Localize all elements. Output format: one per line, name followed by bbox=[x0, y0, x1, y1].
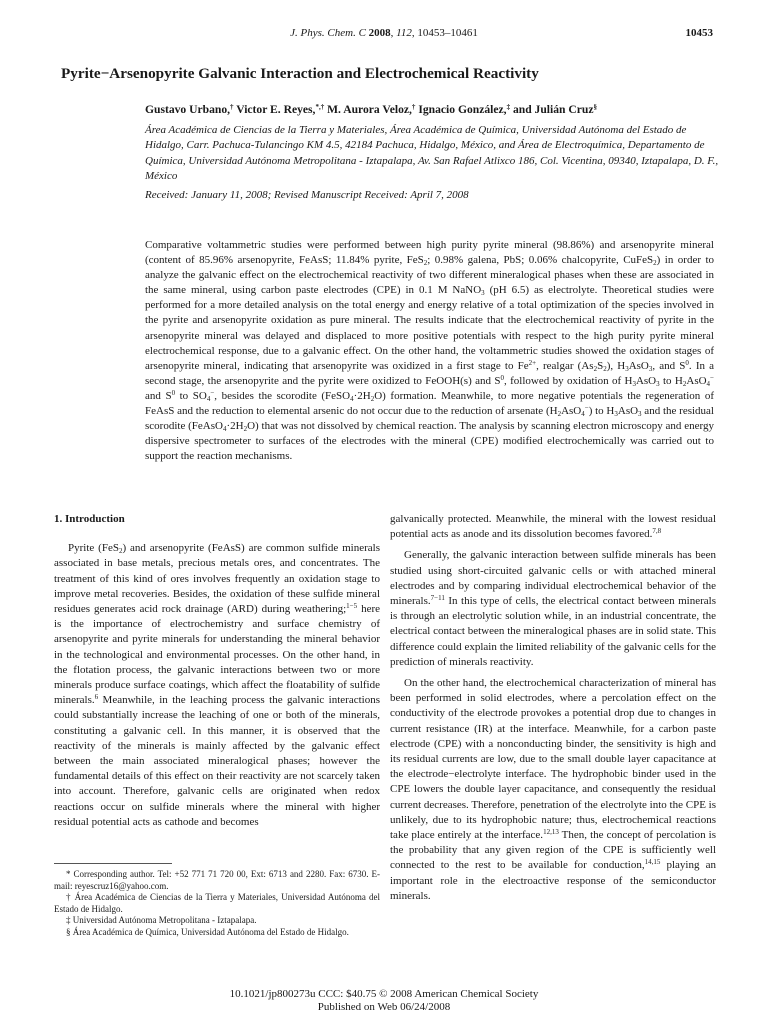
author-name: Ignacio González, bbox=[418, 103, 507, 116]
footnote: ‡ Universidad Autónoma Metropolitana - Iztapalapa. bbox=[66, 915, 257, 925]
author-mark: ‡ bbox=[506, 103, 511, 111]
journal-year: 2008 bbox=[368, 27, 391, 39]
reference-mark: 12,13 bbox=[543, 828, 559, 837]
published-line: Published on Web 06/24/2008 bbox=[317, 1001, 451, 1013]
body-column-right bbox=[390, 512, 716, 904]
abstract: Comparative voltammetric studies were performed between high purity pyrite mineral (98.86%) and arsenopyrite mineral (content of 85.96% arsenopyrite, FeAsS; 11.84% pyrite, FeS$_2$; 0.98% galena, PbS; 0.06% chalcopyrite, CuFeS$_2$) in order to analyze the galvanic effect on the electrochemical reactivity of two different mineralogical phases when these are associated in the same mineral, using carbon paste electrodes (CPE) in 0.1 M NaNO$_3$ (pH 6.5) as electrolyte. Theoretical studies were performed for a more detailed analysis on the total energy and energy relative of a total optimization of the species involved in the pyrite and arsenopyrite oxidation as pure mineral. The results indicate that the electrochemical reactivity of pyrite in the arsenopyrite mineral was delayed and displaced to more positive potentials with respect to the high purity pyrite mineral electrochemical response, due to a galvanic effect. On the other hand, the voltammetric studies showed the oxidation stages of arsenopyrite mineral, indicating that arsenopyrite was oxidized in a first stage to $Fe^{2+}$, realgar $(As_2S_2)$, $H_3AsO_3$, and $S^0$. In a second stage, the arsenopyrite and the pyrite were oxidized to FeOOH(s) and $S^0$, followed by oxidation of $H_3AsO_3$ to $H_2AsO_4^-$ and $S^0$ to $SO_4^-$, besides the scorodite $(FeSO_4\cdot 2H_2O)$ formation. Meanwhile, to more negative potentials the regeneration of FeAsS and the reduction to elemental arsenic do not occur due to the reduction of arsenate $(H_2AsO_4^-)$ to $H_3AsO_3$ and the residual scorodite $(FeAsO_4\cdot 2H_2O)$ that was not dissolved by chemical reaction. The analysis by scanning electron microscopy and energy dispersive spectrometer to surfaces of the electrodes with the mineral (CPE) modified electrochemically was carried out to support the reaction mechanisms. bbox=[145, 239, 715, 463]
received-dates: Received: January 11, 2008; Revised Manuscript Received: April 7, 2008 bbox=[145, 189, 469, 201]
author-name: Victor E. Reyes, bbox=[236, 103, 316, 116]
footnote: † Área Académica de Ciencias de la Tierra y Materiales, Universidad Autónoma del Estado de Hidalgo. bbox=[54, 892, 380, 914]
author-name: and Julián Cruz bbox=[512, 103, 594, 116]
reference-mark: 14,15 bbox=[644, 858, 661, 867]
reference-mark: 7−11 bbox=[430, 594, 445, 603]
journal-pages: 10453–10461 bbox=[417, 27, 478, 39]
body-column-left bbox=[54, 512, 380, 830]
paragraph: Pyrite (FeS$_2$) and arsenopyrite (FeAsS) are common sulfide minerals associated in base metals, precious metals ores, and concentrates. The treatment of this kind of ores involves frequently an oxidation stage to improve metal recoveries. Besides, the oxidation of these sulfide mineral residues generates acid rock drainage (ARD) during weathering;$^{1-5}$ here is the importance of electrochemistry and surface chemistry of arsenopyrite and pyrite minerals for understanding the mineral behavior in the technological and environmental processes. On the other hand, in the flotation process, the galvanic interactions between two or more minerals produce surface coatings, which affect the floatability of sulfide minerals.$^6$ Meanwhile, in the leaching process the galvanic interactions could substantially increase the leaching of one or both of the minerals, constituting a galvanic cell. In this manner, it is observed that the reactivity of the minerals is mainly affected by the galvanic effect between the main associated mineralogical phases; however the fundamental details of this effect on their reactivity are not scarcely taken into account. Therefore, galvanic cells are originated when redox reactions occur on sulfide minerals where the mineral with higher residual potential acts as cathode and becomes bbox=[54, 542, 381, 828]
author-list bbox=[145, 103, 725, 116]
author-mark: *,† bbox=[315, 103, 325, 111]
journal-citation: J. Phys. Chem. C 2008, 112, 10453–10461 bbox=[290, 27, 478, 39]
footnote: § Área Académica de Química, Universidad Autónoma del Estado de Hidalgo. bbox=[66, 926, 349, 937]
reference-mark: 7,8 bbox=[652, 527, 662, 536]
paragraph: Generally, the galvanic interaction between sulfide minerals has been studied using short-circuited galvanic cells or with attached mineral electrodes and by comparing individual electrochemical behavior of the minerals.$^{7-11}$ In this type of cells, the electrical contact between minerals is through an electrolytic solution while, in an industrial concentrate, the electrical contact between the mineralogical phases are in solid state. This difference could explain the limited reliability of the galvanic cells for the prediction of minerals reactivity. bbox=[390, 549, 716, 668]
author-mark: † bbox=[411, 103, 416, 111]
page-footer bbox=[0, 988, 768, 1014]
section-heading: 1. Introduction bbox=[54, 513, 125, 525]
author-mark: § bbox=[593, 103, 598, 111]
footnote-divider bbox=[54, 863, 172, 864]
affiliations: Área Académica de Ciencias de la Tierra y Materiales, Área Académica de Química, Universidad Autónoma del Estado de Hidalgo, Carr. Pachuca-Tulancingo KM 4.5, 42184 Pachuca, Hidalgo, México, and Área de Electroquímica, Departamento de Química, Universidad Autónoma Metropolitana - Iztapalapa, Av. San Rafael Atlixco 186, Col. Vicentina, 09340, Iztapalapa, D. F., México bbox=[145, 124, 719, 182]
footnote: * Corresponding author. Tel: +52 771 71 720 00, Ext: 6713 and 2280. Fax: 6730. E-mail: reyescruz16@yahoo.com. bbox=[54, 869, 380, 891]
journal-name: J. Phys. Chem. C bbox=[290, 27, 366, 39]
author-name: Gustavo Urbano, bbox=[145, 103, 231, 116]
journal-volume: 112 bbox=[396, 27, 412, 39]
paragraph: galvanically protected. Meanwhile, the mineral with the lowest residual potential acts as anode and its dissolution becomes favored.$^{7,8}$ bbox=[390, 513, 716, 541]
reference-mark: 1−5 bbox=[346, 602, 358, 611]
footnotes bbox=[54, 869, 380, 938]
author-mark: † bbox=[230, 103, 234, 111]
author-name: M. Aurora Veloz, bbox=[327, 103, 412, 116]
page-number: 10453 bbox=[685, 27, 713, 39]
reference-mark: 6 bbox=[94, 693, 99, 702]
article-title: Pyrite−Arsenopyrite Galvanic Interaction and Electrochemical Reactivity bbox=[61, 65, 539, 82]
doi-line: 10.1021/jp800273u CCC: $40.75 © 2008 American Chemical Society bbox=[229, 988, 539, 1000]
paragraph: On the other hand, the electrochemical characterization of mineral has been performed in solid electrodes, where a percolation effect on the conductivity of the electrode provokes a potential drop due to changes in current resistance (IR) at the interface. Meanwhile, for a carbon paste electrode (CPE) with a nonconducting binder, the sensitivity is high and its residual currents are low, due to the small double layer capacitance at the electrode−electrolyte interface. The hydrophobic binder used in the CPE lowers the double layer capacitance, and consequently the residual current decreases. Therefore, penetration of the electrolyte into the CPE is unlikely, due to its hydrophobic nature; thus, electrochemical reactions take place entirely at the interface.$^{12,13}$ Then, the concept of percolation is the probability that any given region of the CPE is sufficiently well connected to the rest to be available for conduction,$^{14,15}$ playing an important role in the electroactive response of the semiconductor minerals. bbox=[390, 677, 716, 902]
